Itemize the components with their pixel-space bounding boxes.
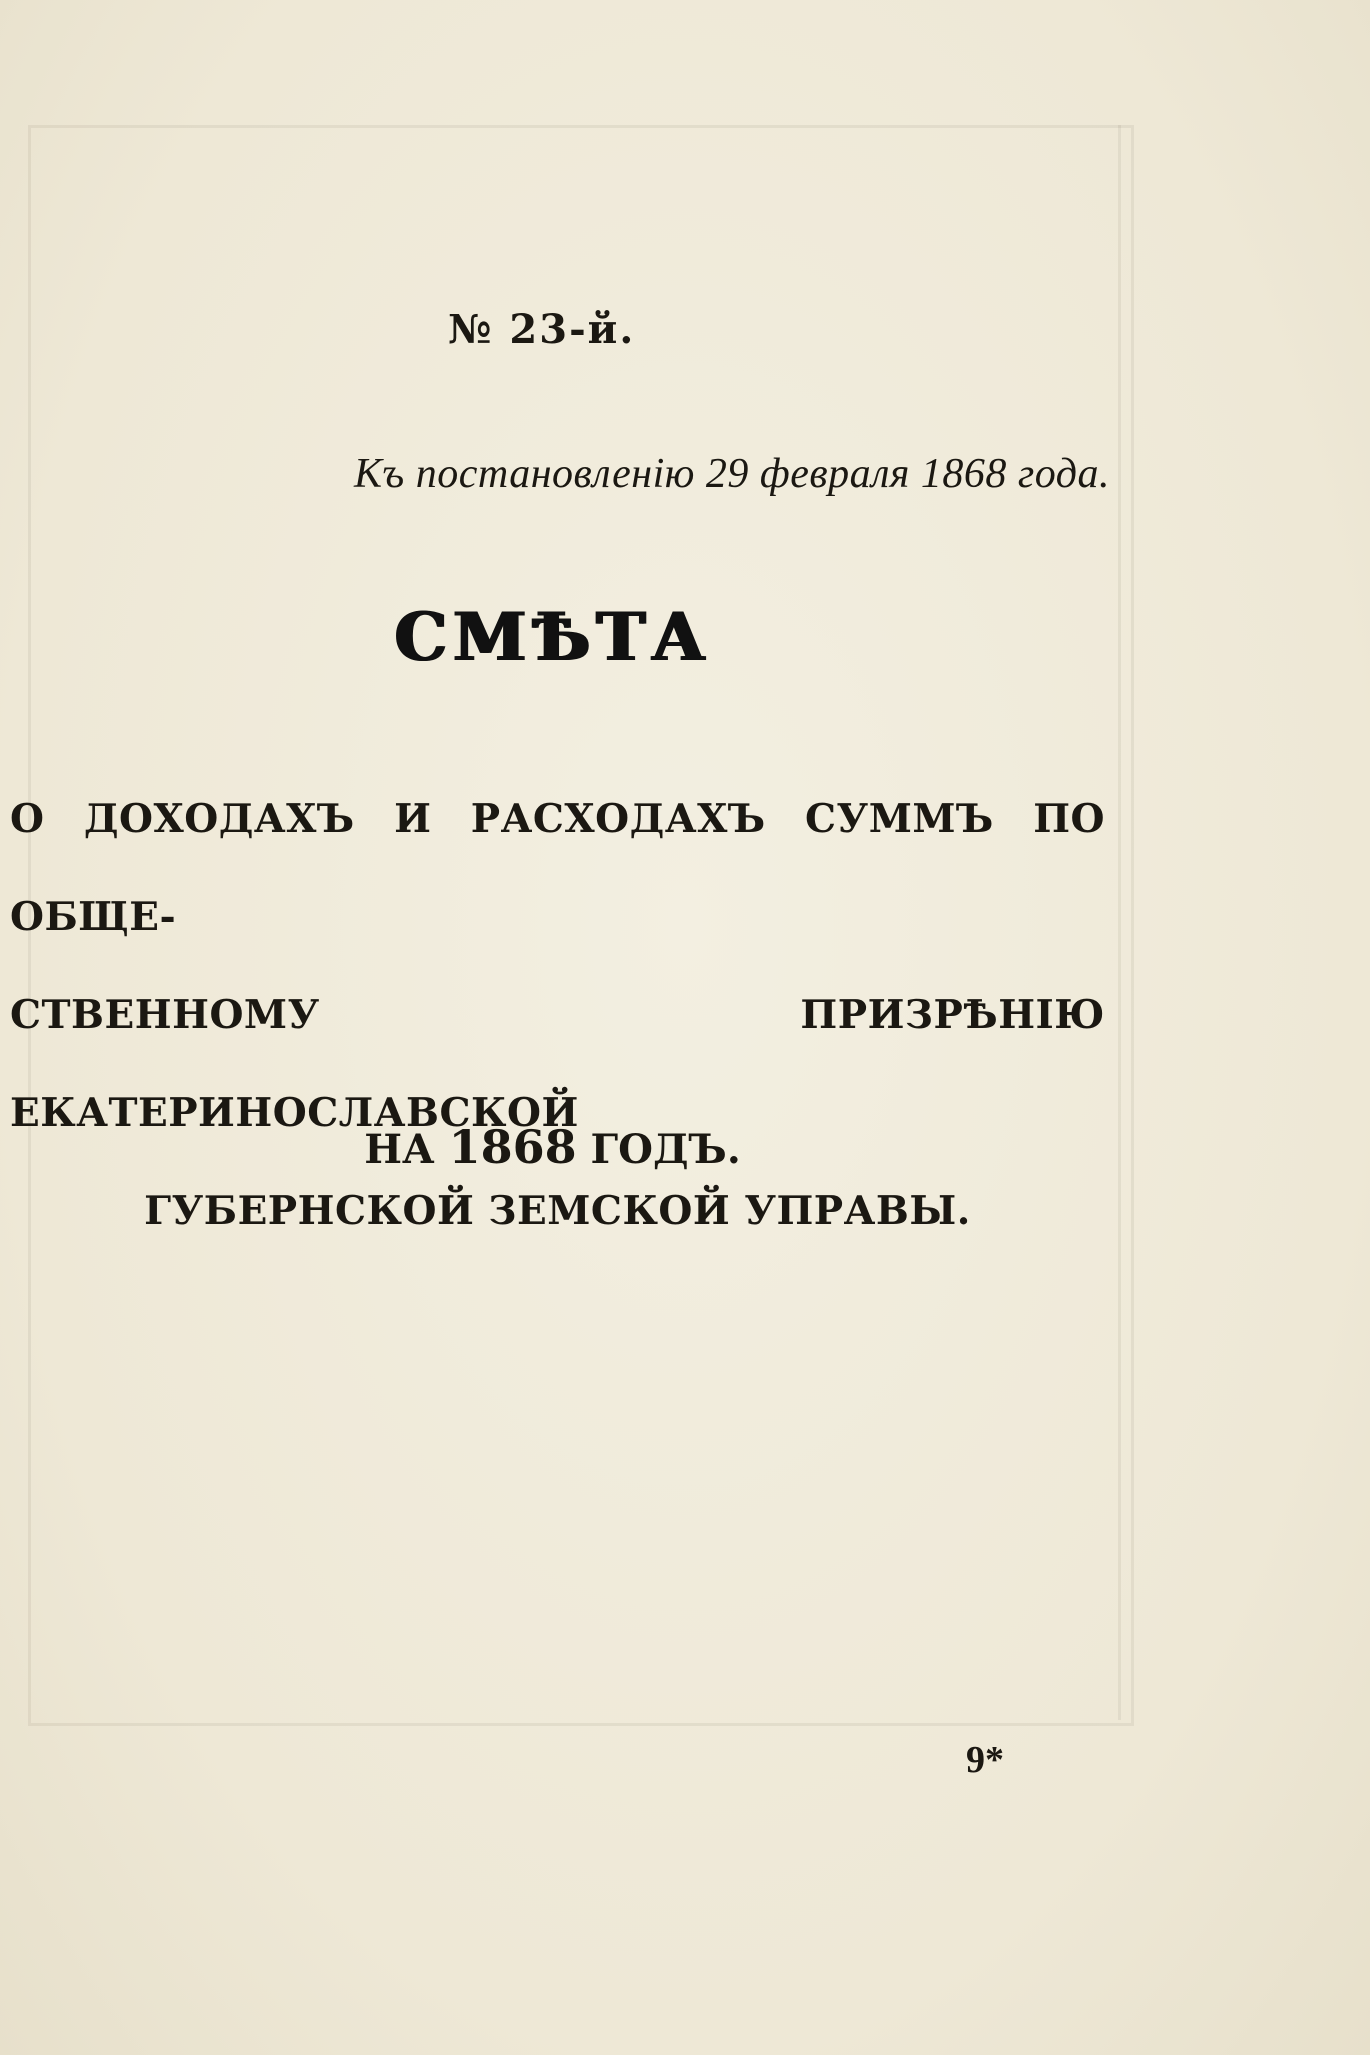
heading-line-2: СТВЕННОМУ ПРИЗРѢНІЮ ЕКАТЕРИНОСЛАВСКОЙ xyxy=(10,992,1105,1136)
bleed-through-line xyxy=(1118,125,1121,1720)
document-title: СМѢТА xyxy=(394,598,711,676)
year-line xyxy=(0,1120,1105,1174)
signature-mark: 9* xyxy=(966,1739,1004,1781)
resolution-reference: Къ постановленію 29 февраля 1868 года. xyxy=(354,451,1110,497)
year-suffix: ГОДЪ. xyxy=(590,1126,741,1173)
document-number: № 23-й. xyxy=(448,306,636,353)
heading-line-1: О ДОХОДАХЪ И РАСХОДАХЪ СУММЪ ПО ОБЩЕ- xyxy=(10,796,1105,940)
year-prefix: НА xyxy=(364,1126,435,1173)
year-value: 1868 xyxy=(448,1120,577,1174)
document-heading xyxy=(10,770,1105,1260)
heading-line-3: ГУБЕРНСКОЙ ЗЕМСКОЙ УПРАВЫ. xyxy=(144,1188,971,1234)
